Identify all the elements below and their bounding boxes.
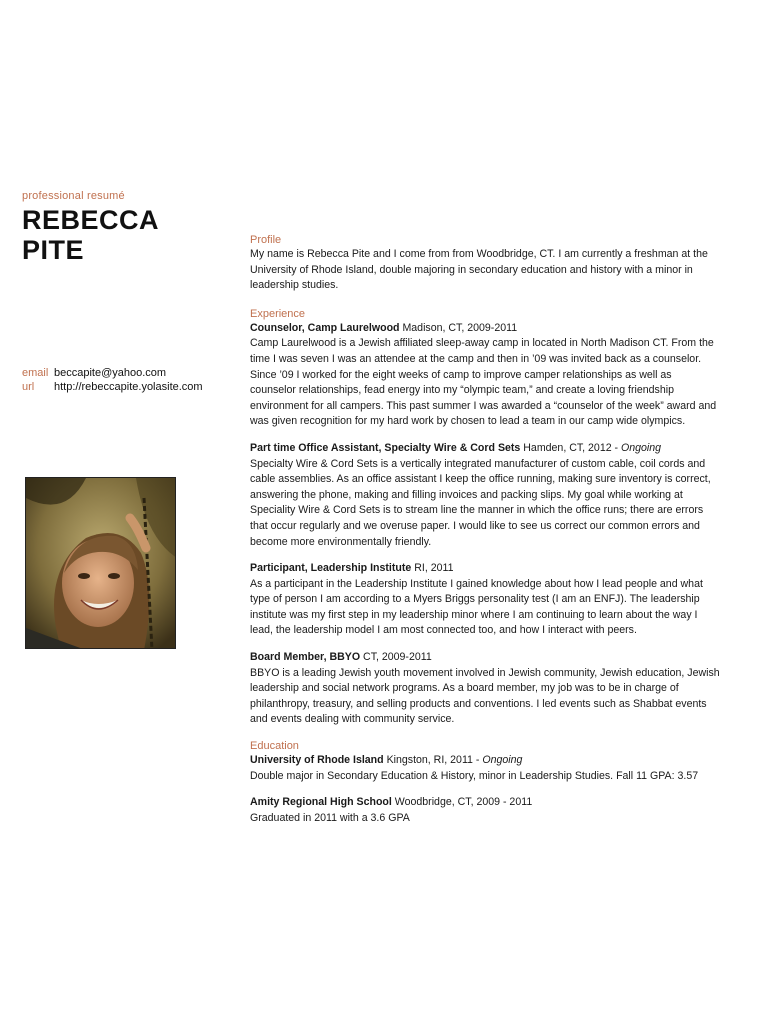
portrait-image xyxy=(26,478,176,649)
experience-description: BBYO is a leading Jewish youth movement involved in Jewish community, Jewish education, Jewish leadership and social network programs. As a board member, my job was to be in charge of philanthropy, treasury, and selling products and conventions. I led events such as Shabbat events and events dealing with community service. xyxy=(250,666,720,726)
experience-entry xyxy=(250,650,720,728)
experience-details: RI, 2011 xyxy=(411,562,454,575)
name-line-first: REBECCA xyxy=(22,205,160,235)
experience-role: Counselor, Camp Laurelwood xyxy=(250,321,400,334)
experience-details: CT, 2009-2011 xyxy=(360,651,432,664)
education-section xyxy=(250,739,720,826)
experience-heading: Experience xyxy=(250,307,306,320)
education-details: Woodbridge, CT, 2009 - 2011 xyxy=(391,796,533,809)
email-value[interactable]: beccapite@yahoo.com xyxy=(54,367,167,379)
profile-photo xyxy=(25,477,176,649)
education-details: Kingston, RI, 2011 - xyxy=(383,754,483,767)
experience-details: Madison, CT, 2009-2011 xyxy=(399,321,518,334)
education-description: Graduated in 2011 with a 3.6 GPA xyxy=(250,811,410,824)
experience-entry-header xyxy=(250,561,720,577)
experience-description: As a participant in the Leadership Institute I gained knowledge about how I lead people and what type of person I am according to a Myers Briggs personality test (I am an ENFJ). The leadership institute was my first step in my leadership minor where I am continuing to learn about the way I lead, the leadership model I am most connected too, and how I interact with peers. xyxy=(250,577,703,637)
resume-main-column xyxy=(250,233,720,837)
experience-entry-header xyxy=(250,650,720,666)
education-description: Double major in Secondary Education & History, minor in Leadership Studies. Fall 11 GPA: 3.57 xyxy=(250,769,699,782)
education-entry-header xyxy=(250,795,720,811)
email-label: email xyxy=(22,367,49,379)
contact-email-row xyxy=(22,366,203,380)
profile-heading: Profile xyxy=(250,234,282,246)
experience-role: Part time Office Assistant, Specialty Wire & Cord Sets xyxy=(250,441,521,454)
education-heading: Education xyxy=(250,740,299,753)
resume-tagline: professional resumé xyxy=(22,190,125,202)
profile-text: My name is Rebecca Pite and I come from from Woodbridge, CT. I am currently a freshman at the University of Rhode Island, double majoring in secondary education and history with a minor in leadership studies. xyxy=(250,248,708,292)
contact-block xyxy=(22,366,203,394)
experience-entry-header xyxy=(250,321,720,337)
url-value[interactable]: http://rebeccapite.yolasite.com xyxy=(54,381,203,393)
experience-details: Hamden, CT, 2012 - xyxy=(520,441,622,454)
education-school: University of Rhode Island xyxy=(250,754,384,767)
education-details-italic: Ongoing xyxy=(482,754,523,767)
experience-details-italic: Ongoing xyxy=(621,441,662,454)
contact-url-row xyxy=(22,380,203,394)
experience-entry xyxy=(250,561,720,639)
experience-role: Participant, Leadership Institute xyxy=(250,562,412,575)
experience-description: Specialty Wire & Cord Sets is a vertically integrated manufacturer of custom cable, coil cords and cable assemblies. As an office assistant I keep the office running, making sure inventory is correct, answering the phone, making and filling invoices and packing slips. My goal while working at Speciality Wire & Cord Sets is to stream line the manner in which the office runs; there are errors that occur regularly and we overuse paper. I would like to see us correct our common errors and become more environmentally friendly. xyxy=(250,457,711,548)
education-school: Amity Regional High School xyxy=(250,796,392,809)
experience-entry-header xyxy=(250,441,720,457)
name-line-last: PITE xyxy=(22,235,85,265)
url-label: url xyxy=(22,381,35,393)
education-entry xyxy=(250,753,720,784)
profile-section xyxy=(250,233,720,294)
education-entry xyxy=(250,795,720,826)
experience-entry xyxy=(250,441,720,550)
experience-role: Board Member, BBYO xyxy=(250,651,361,664)
experience-description: Camp Laurelwood is a Jewish affiliated sleep-away camp in located in North Madison CT. From the time I was seven I was an attendee at the camp and then in ’09 was invited back as a counselor. Since ’09 I worked for the eight weeks of camp to improve camper relationships as well as counselor relationships, fead energy into my “olympic team,” and create a loving friendship environment for all campers. This past summer I was awarded a “counselor of the week” award and was given recognition for my hard work by chosen to lead a team in our camp wide olympics. xyxy=(250,337,717,428)
candidate-name xyxy=(22,205,159,265)
education-entry-header xyxy=(250,753,720,769)
experience-section xyxy=(250,307,720,728)
experience-entry xyxy=(250,321,720,430)
